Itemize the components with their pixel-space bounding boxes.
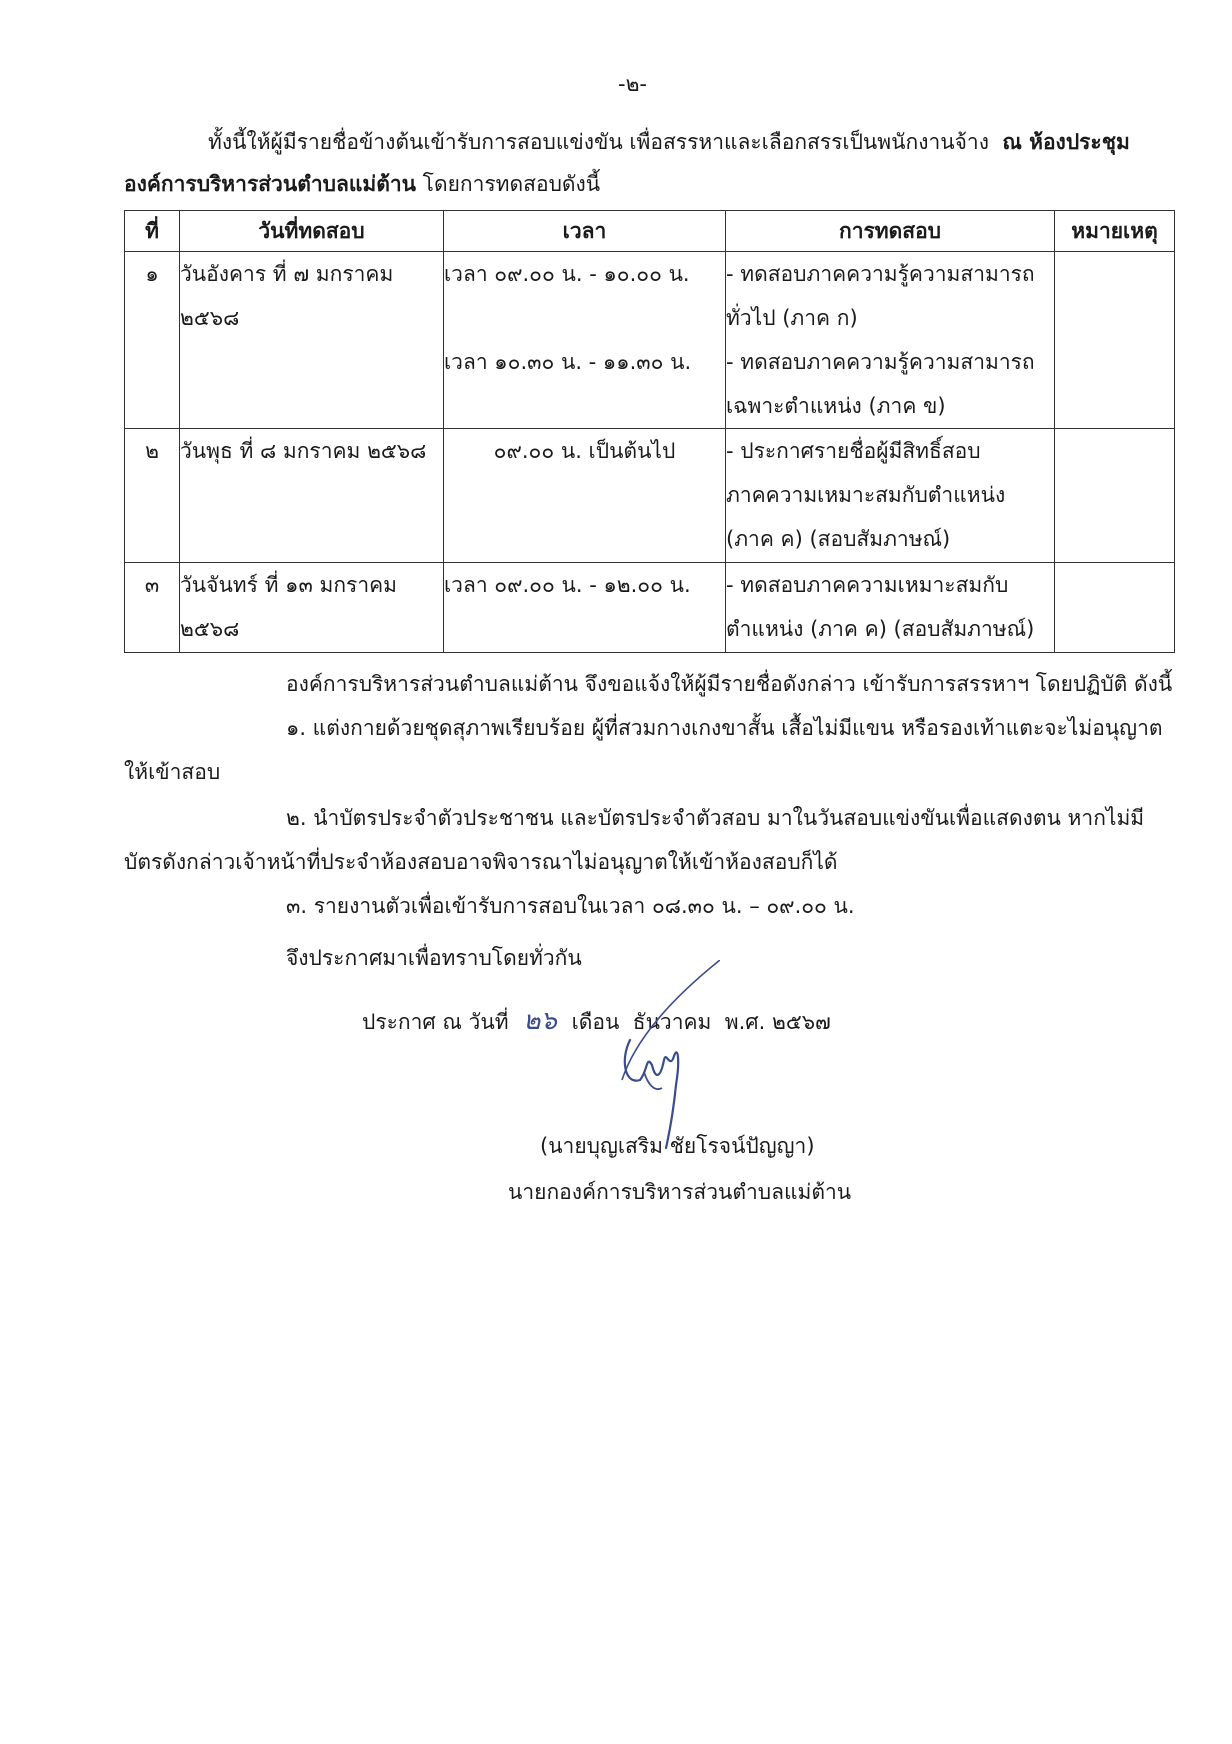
page-number: -๒- [618, 72, 647, 96]
notice-text: องค์การบริหารส่วนตำบลแม่ต้าน จึงขอแจ้งให้ผู้มีรายชื่อดังกล่าว เข้ารับการสรรหาฯ โดยปฏิบัติ ดังนี้ [286, 672, 1173, 696]
rule-2-cont: บัตรดังกล่าวเจ้าหน้าที่ประจำห้องสอบอาจพิจารณาไม่อนุญาตให้เข้าห้องสอบก็ได้ [124, 850, 838, 874]
header-test: การทดสอบ [726, 211, 1055, 252]
exam-schedule-table [124, 210, 1175, 653]
intro-line-1 [208, 130, 1130, 155]
row-time-line: เวลา ๑๐.๓๐ น. - ๑๑.๓๐ น. [444, 350, 692, 374]
row-test-line: ตำแหน่ง (ภาค ค) (สอบสัมภาษณ์) [726, 617, 1035, 641]
row-date-line: ๒๕๖๘ [180, 306, 240, 330]
rule-3: ๓. รายงานตัวเพื่อเข้ารับการสอบในเวลา ๐๘.๓๐ น. – ๐๙.๐๐ น. [286, 894, 855, 918]
rule-1: ๑. แต่งกายด้วยชุดสุภาพเรียบร้อย ผู้ที่สวมกางเกงขาสั้น เสื้อไม่มีแขน หรือรองเท้าแตะจะไม่อนุญาต [286, 716, 1163, 740]
row-time [444, 429, 726, 563]
header-note: หมายเหตุ [1055, 211, 1175, 252]
row-no: ๒ [125, 429, 180, 563]
announce-day: ๒๖ [523, 1006, 557, 1036]
row-note [1055, 252, 1175, 429]
row-time-line: เวลา ๐๙.๐๐ น. - ๑๒.๐๐ น. [444, 573, 691, 597]
row-test-line: เฉพาะตำแหน่ง (ภาค ข) [726, 394, 946, 418]
row-note [1055, 563, 1175, 653]
row-test-line: - ทดสอบภาคความเหมาะสมกับ [726, 573, 1009, 597]
row-no: ๓ [125, 563, 180, 653]
intro-text: ทั้งนี้ให้ผู้มีรายชื่อข้างต้นเข้ารับการสอบแข่งขัน เพื่อสรรหาและเลือกสรรเป็นพนักงานจ้าง [208, 130, 989, 154]
row-date-line: ๒๕๖๘ [180, 617, 240, 641]
row-time [444, 252, 726, 429]
table-row [125, 429, 1175, 563]
row-note [1055, 429, 1175, 563]
table-header-row [125, 211, 1175, 252]
intro-method: โดยการทดสอบดังนี้ [415, 172, 601, 196]
announce-year: ๒๕๖๗ [771, 1010, 831, 1034]
intro-org: องค์การบริหารส่วนตำบลแม่ต้าน [124, 172, 416, 196]
rule-2: ๒. นำบัตรประจำตัวประชาชน และบัตรประจำตัวสอบ มาในวันสอบแข่งขันเพื่อแสดงตน หากไม่มี [286, 806, 1145, 830]
intro-line-2 [124, 172, 600, 197]
rule-1-cont: ให้เข้าสอบ [124, 760, 221, 784]
header-time: เวลา [444, 211, 726, 252]
row-test [726, 252, 1055, 429]
closing-text: จึงประกาศมาเพื่อทราบโดยทั่วกัน [286, 946, 582, 970]
row-test [726, 429, 1055, 563]
signer-title: นายกองค์การบริหารส่วนตำบลแม่ต้าน [508, 1180, 852, 1204]
row-date [180, 252, 444, 429]
row-test-line: ทั่วไป (ภาค ก) [726, 306, 858, 330]
row-test-line: - ประกาศรายชื่อผู้มีสิทธิ์สอบ [726, 439, 981, 463]
announce-month-label: เดือน [571, 1010, 620, 1034]
row-test-line: - ทดสอบภาคความรู้ความสามารถ [726, 262, 1035, 286]
row-test-line: - ทดสอบภาคความรู้ความสามารถ [726, 350, 1035, 374]
row-date [180, 429, 444, 563]
announce-year-label: พ.ศ. [724, 1010, 766, 1034]
signer-name: (นายบุญเสริม ชัยโรจน์ปัญญา) [540, 1134, 815, 1158]
table-row [125, 563, 1175, 653]
row-test-line: ภาคความเหมาะสมกับตำแหน่ง [726, 483, 1006, 507]
table-row [125, 252, 1175, 429]
announce-prefix: ประกาศ ณ วันที่ [362, 1010, 509, 1034]
row-date-line: วันพุธ ที่ ๘ มกราคม ๒๕๖๘ [180, 439, 427, 463]
row-test [726, 563, 1055, 653]
header-no: ที่ [125, 211, 180, 252]
row-date [180, 563, 444, 653]
signature-scribble [600, 960, 720, 1150]
row-time-line: ๐๙.๐๐ น. เป็นต้นไป [493, 439, 676, 463]
row-time-line: เวลา ๐๙.๐๐ น. - ๑๐.๐๐ น. [444, 262, 690, 286]
announce-date-line [362, 1006, 831, 1037]
announce-month: ธันวาคม [632, 1010, 712, 1034]
intro-venue: ณ ห้องประชุม [1002, 130, 1130, 154]
row-test-line: (ภาค ค) (สอบสัมภาษณ์) [726, 527, 951, 551]
row-date-line: วันอังคาร ที่ ๗ มกราคม [180, 262, 394, 286]
row-time [444, 563, 726, 653]
row-date-line: วันจันทร์ ที่ ๑๓ มกราคม [180, 573, 398, 597]
row-no: ๑ [125, 252, 180, 429]
header-date: วันที่ทดสอบ [180, 211, 444, 252]
